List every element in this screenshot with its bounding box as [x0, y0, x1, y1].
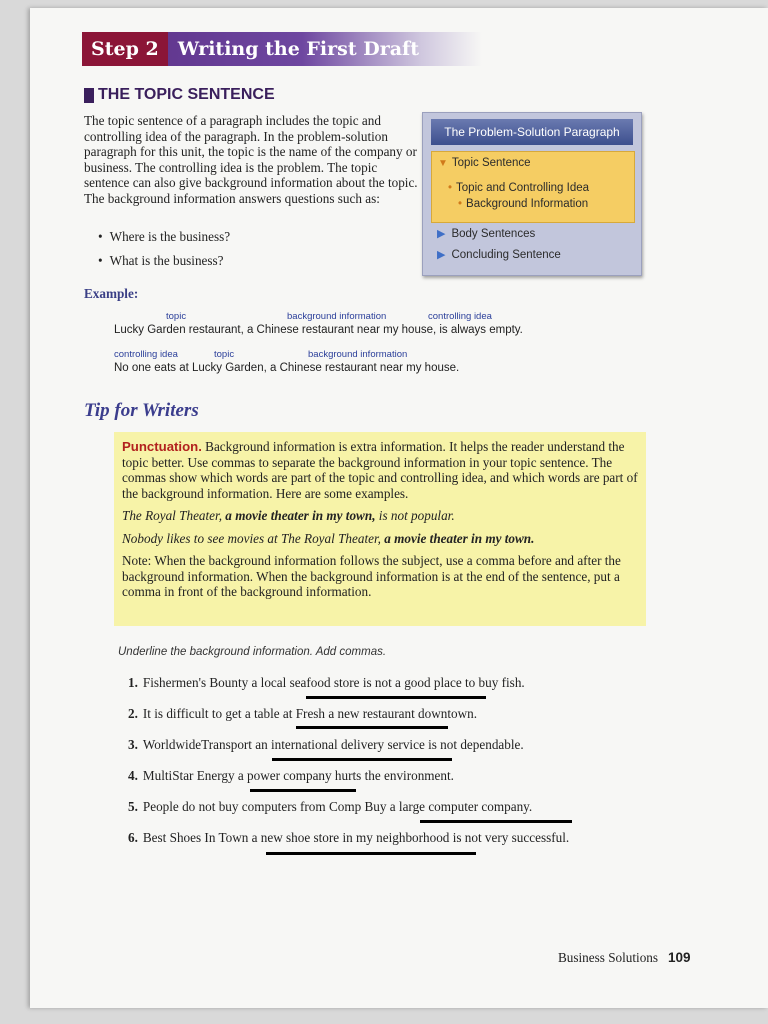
diagram-body: ▶ Body Sentences — [437, 228, 536, 240]
bullet-item: • Where is the business? — [98, 229, 231, 244]
underline-mark — [420, 820, 572, 823]
underline-mark — [296, 726, 448, 729]
tip-example-1: The Royal Theater, a movie theater in my town, is not popular. — [122, 508, 455, 523]
ex1-controlling-label: controlling idea — [428, 311, 492, 322]
diagram-concluding: ▶ Concluding Sentence — [437, 249, 561, 261]
tip-paragraph: Punctuation. Background information is extra information. It helps the reader understand the topic better. Use commas to separate the background information in your topic sentence. The commas show which words are part of the topic and controlling idea, and which words are part of the background information. Here are some examples. — [122, 439, 638, 501]
diagram-background-item: • Background Information — [458, 198, 589, 210]
step-label: Step 2 — [82, 32, 168, 66]
section-heading-text: THE TOPIC SENTENCE — [98, 86, 275, 103]
underline-mark — [306, 696, 486, 699]
book-section: Business Solutions — [558, 950, 659, 965]
page-footer — [558, 950, 691, 966]
exercise-item: 4. MultiStar Energy a power company hurts the environment. — [128, 768, 454, 783]
underline-mark — [250, 789, 356, 792]
ex1-sentence: Lucky Garden restaurant, a Chinese restaurant near my house, is always empty. — [114, 324, 523, 336]
exercise-item: 5. People do not buy computers from Comp Buy a large computer company. — [128, 799, 533, 814]
tip-box — [114, 432, 646, 626]
exercise-instruction: Underline the background information. Add commas. — [118, 646, 387, 658]
exercise-item: 3. WorldwideTransport an international delivery service is not dependable. — [128, 737, 524, 752]
page-number: 109 — [668, 950, 691, 965]
triangle-down-icon: ▼ — [438, 158, 448, 169]
topic-sentence-box — [431, 151, 635, 223]
tip-example-2: Nobody likes to see movies at The Royal Theater, a movie theater in my town. — [122, 530, 535, 546]
bullet-item: • What is the business? — [98, 253, 224, 268]
ex1-topic-label: topic — [166, 311, 187, 322]
step-header — [82, 32, 482, 66]
ex2-topic-label: topic — [214, 349, 235, 360]
tip-lead: Punctuation. — [122, 439, 202, 454]
underline-mark — [272, 758, 452, 761]
exercise-item: 1. Fishermen's Bounty a local seafood store is not a good place to buy fish. — [128, 675, 525, 690]
diagram-topic-item: • Topic and Controlling Idea — [448, 182, 590, 194]
ex1-background-label: background information — [287, 311, 387, 322]
bullet-icon: • — [458, 198, 463, 210]
diagram-title: The Problem-Solution Paragraph — [431, 119, 633, 145]
underline-mark — [266, 852, 476, 855]
step-title: Writing the First Draft — [177, 38, 419, 60]
triangle-right-icon: ▶ — [437, 228, 446, 240]
intro-paragraph: The topic sentence of a paragraph includes the topic and controlling idea of the paragraph. In the problem-solution paragraph for this unit, the topic is the name of the company or business. The controlling idea is the problem. The topic sentence can also give background information about the topic. The background information answers questions such as: — [84, 113, 418, 206]
ex2-background-label: background information — [308, 349, 408, 360]
intro-bullets — [98, 229, 230, 277]
exercise-item: 6. Best Shoes In Town a new shoe store in my neighborhood is not very successful. — [128, 830, 570, 845]
diagram-topic-sentence: ▼ Topic Sentence — [438, 157, 531, 169]
ex2-sentence: No one eats at Lucky Garden, a Chinese restaurant near my house. — [114, 362, 460, 374]
triangle-right-icon: ▶ — [437, 249, 446, 261]
tip-title: Tip for Writers — [84, 400, 199, 421]
example-label: Example: — [84, 286, 139, 301]
section-heading — [84, 86, 275, 104]
bullet-icon: • — [448, 182, 453, 194]
tip-note: Note: When the background information follows the subject, use a comma before and after the background information. When the background information is at the end of the sentence, put a comma in front of the background information. — [122, 553, 621, 599]
ex2-controlling-label: controlling idea — [114, 349, 178, 360]
paragraph-diagram — [422, 112, 642, 276]
exercise-item: 2. It is difficult to get a table at Fresh a new restaurant downtown. — [128, 706, 478, 721]
heading-marker-icon — [84, 88, 94, 103]
